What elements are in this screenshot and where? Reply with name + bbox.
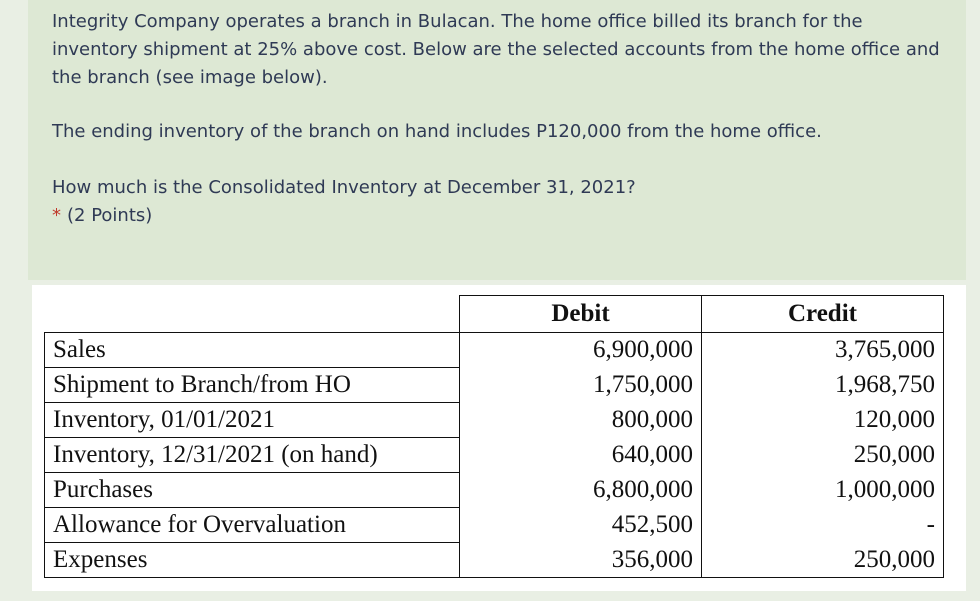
credit-value: -: [702, 508, 944, 543]
account-label: Expenses: [45, 543, 460, 578]
account-label: Sales: [45, 333, 460, 368]
required-asterisk: *: [52, 205, 61, 226]
table-row: [45, 473, 944, 508]
debit-value: 6,800,000: [460, 473, 702, 508]
header-debit: Debit: [460, 296, 702, 333]
header-credit: Credit: [702, 296, 944, 333]
question-paragraph-2: The ending inventory of the branch on hand includes P120,000 from the home office.: [52, 121, 822, 142]
table-header-row: [45, 296, 944, 333]
points-line: [52, 202, 952, 230]
account-label: Allowance for Overvaluation: [45, 508, 460, 543]
credit-value: 250,000: [702, 543, 944, 578]
account-label: Inventory, 01/01/2021: [45, 403, 460, 438]
credit-value: 1,000,000: [702, 473, 944, 508]
debit-value: 1,750,000: [460, 368, 702, 403]
table-row: [45, 368, 944, 403]
header-blank: [45, 296, 460, 333]
account-label: Purchases: [45, 473, 460, 508]
account-label: Inventory, 12/31/2021 (on hand): [45, 438, 460, 473]
table-row: [45, 543, 944, 578]
credit-value: 3,765,000: [702, 333, 944, 368]
credit-value: 120,000: [702, 403, 944, 438]
credit-value: 250,000: [702, 438, 944, 473]
credit-value: 1,968,750: [702, 368, 944, 403]
table-row: [45, 508, 944, 543]
points-label: (2 Points): [67, 205, 153, 226]
accounts-image: [32, 285, 966, 591]
debit-value: 800,000: [460, 403, 702, 438]
table-row: [45, 333, 944, 368]
debit-value: 452,500: [460, 508, 702, 543]
account-label: Shipment to Branch/from HO: [45, 368, 460, 403]
debit-value: 640,000: [460, 438, 702, 473]
question-prompt: How much is the Consolidated Inventory at December 31, 2021?: [52, 177, 636, 198]
table-row: [45, 403, 944, 438]
question-paragraph-1: Integrity Company operates a branch in Bulacan. The home office billed its branch for the inventory shipment at 25% above cost. Below are the selected accounts from the home office and the branch (see image below).: [52, 11, 940, 88]
accounts-table: [44, 295, 944, 578]
table-row: [45, 438, 944, 473]
debit-value: 6,900,000: [460, 333, 702, 368]
debit-value: 356,000: [460, 543, 702, 578]
